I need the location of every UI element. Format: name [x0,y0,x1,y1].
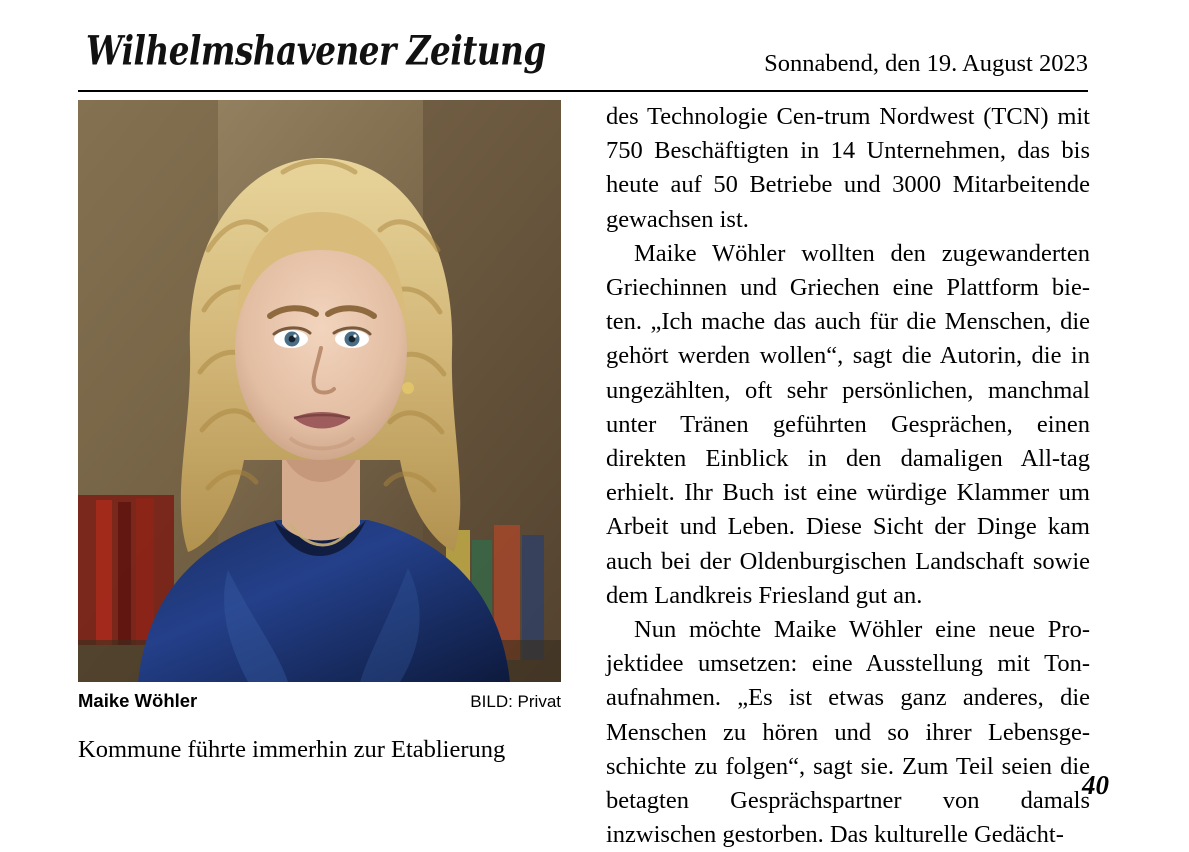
photo-credit: BILD: Privat [470,692,561,711]
article-paragraph: des Technologie Cen-trum Nordwest (TCN) mit 750 Beschäftigten in 14 Unternehmen, das bis heute auf 50 Betriebe und 3000 Mitarbeitende gewachsen ist. [606,103,1090,233]
masthead [78,28,1088,86]
caption-subject-name: Maike Wöhler [78,690,198,711]
left-column [78,100,561,767]
masthead-divider [78,90,1088,92]
page-number: 40 [1082,770,1109,800]
article-paragraph: Nun möchte Maike Wöhler eine neue Pro-jektidee umsetzen: eine Ausstellung mit Ton-aufnahmen. „Es ist etwas ganz anderes, die Menschen zu hören und so ihrer Lebensge-schichte zu folgen“, sagt sie. Zum Teil seien die betagten Gesprächspartner von damals inzwischen gestorben. Das kulturelle Gedächt- [606,616,1090,849]
left-column-text: Kommune führte immerhin zur Etablierung [78,736,506,763]
photo-caption [78,689,561,715]
right-column [606,100,1090,852]
issue-date: Sonnabend, den 19. August 2023 [764,50,1088,77]
article-paragraph: Maike Wöhler wollten den zugewanderten Griechinnen und Griechen eine Plattform bie-ten. „Ich mache das auch für die Menschen, die gehört werden wollen“, sagt die Autorin, die in ungezählten, oft sehr persönlichen, manchmal unter Tränen geführten Gesprächen, einen direkten Einblick in den damaligen All-tag erhielt. Ihr Buch ist eine würdige Klammer um Arbeit und Leben. Diese Sicht der Dinge kam auch bei der Oldenburgischen Landschaft sowie dem Landkreis Friesland gut an. [606,239,1090,609]
portrait-photo [78,100,561,682]
portrait-illustration [78,100,561,682]
newspaper-title: Wilhelmshavener Zeitung [86,28,546,76]
